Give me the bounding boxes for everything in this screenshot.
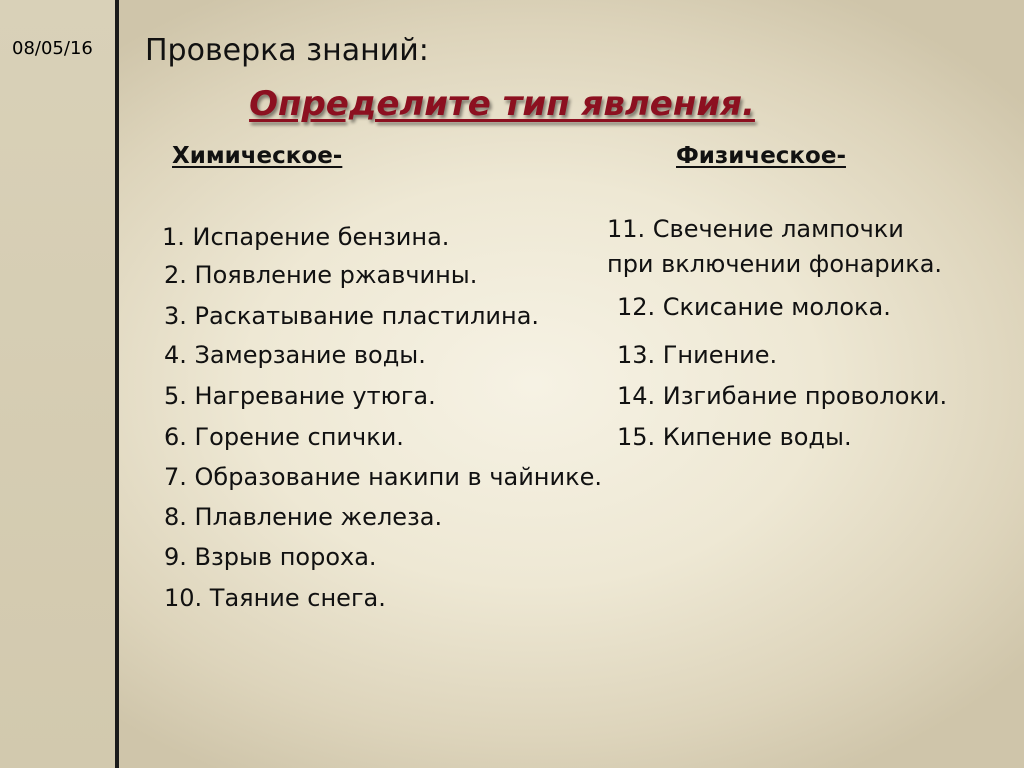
list-item: 9. Взрыв пороха. [164,543,377,571]
slide-subtitle: Определите тип явления. [249,84,755,124]
list-item: 8. Плавление железа. [164,503,443,531]
slide-title: Проверка знаний: [145,33,429,68]
list-item: 6. Горение спички. [164,423,404,451]
slide-date: 08/05/16 [12,38,93,59]
list-item: 1. Испарение бензина. [162,223,450,251]
list-item: 14. Изгибание проволоки. [617,382,948,410]
list-item: 15. Кипение воды. [617,423,852,451]
heading-chemical: Химическое- [172,143,343,169]
list-item: 7. Образование накипи в чайнике. [164,463,602,491]
list-item: 13. Гниение. [617,341,778,369]
list-item: 2. Появление ржавчины. [164,261,478,289]
heading-physical: Физическое- [676,143,846,169]
list-item: 3. Раскатывание пластилина. [164,302,540,330]
list-item: при включении фонарика. [607,250,943,278]
list-item: 10. Таяние снега. [164,584,386,612]
list-item: 12. Скисание молока. [617,293,891,321]
list-item: 11. Свечение лампочки [607,215,904,243]
list-item: 4. Замерзание воды. [164,341,426,369]
list-item: 5. Нагревание утюга. [164,382,436,410]
